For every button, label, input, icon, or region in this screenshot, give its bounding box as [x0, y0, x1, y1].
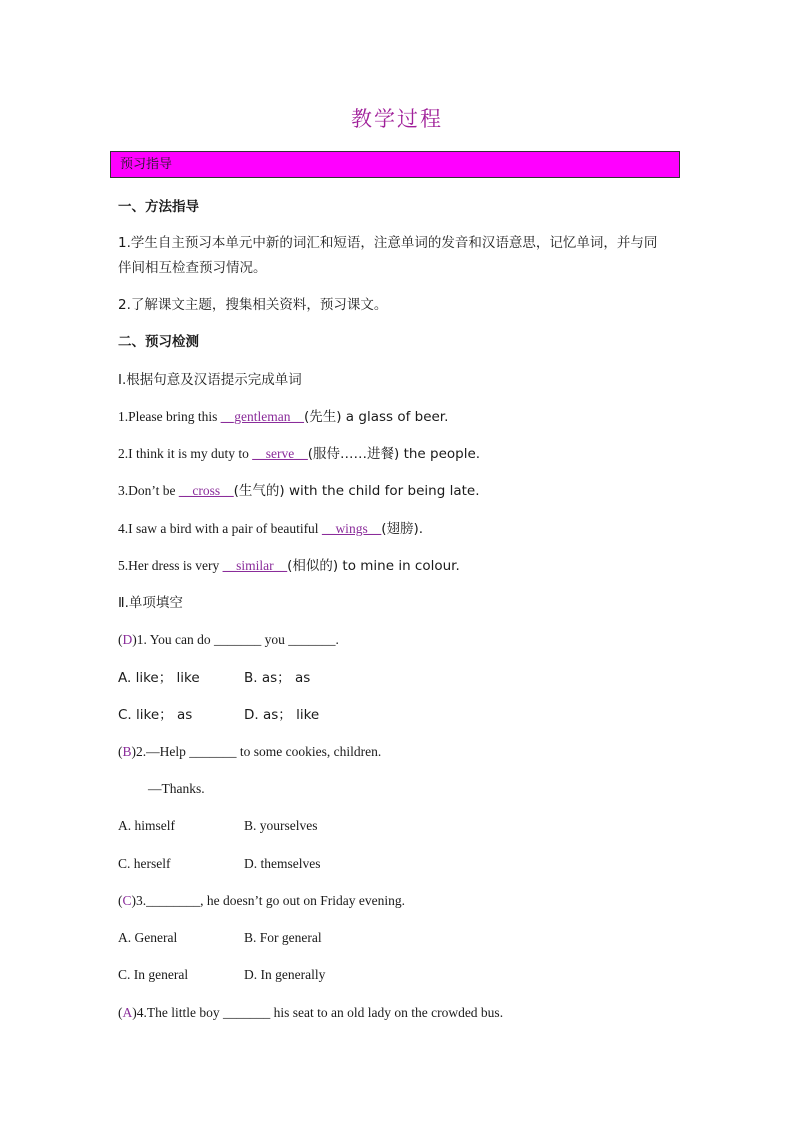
- option: C. like； as: [118, 707, 193, 723]
- answer-bracket-close: ): [132, 632, 137, 647]
- option-row: [118, 706, 320, 724]
- option: C. In general: [118, 967, 189, 982]
- option-row: [118, 929, 322, 947]
- question-reply: —Thanks.: [148, 781, 205, 796]
- method-item-1: 1.学生自主预习本单元中新的词汇和短语，注意单词的发音和汉语意思，记忆单词，并与同: [118, 235, 658, 251]
- option: B. For general: [244, 930, 322, 945]
- option: A. like； like: [118, 670, 200, 686]
- answer-bracket-close: ): [132, 1005, 137, 1020]
- question-text: 2.—Help _______ to some cookies, children.: [136, 744, 382, 759]
- fill-item: [118, 557, 460, 575]
- fill-item-suffix: (翅膀).: [381, 521, 424, 537]
- fill-item-suffix: (生气的) with the child for being late.: [233, 483, 480, 499]
- fill-item-answer: __wings__: [321, 521, 382, 536]
- option: B. as； as: [244, 670, 311, 686]
- option: C. herself: [118, 856, 171, 871]
- question-text: 3.________, he doesn’t go out on Friday evening.: [136, 893, 405, 908]
- part-ii-heading: Ⅱ.单项填空: [118, 595, 183, 611]
- page-title: 教学过程: [351, 107, 443, 131]
- method-item-2: 2.了解课文主题，搜集相关资料，预习课文。: [118, 297, 388, 313]
- fill-item: [118, 445, 480, 463]
- fill-item-suffix: (先生) a glass of beer.: [303, 409, 449, 425]
- fill-item-answer: __similar__: [222, 558, 288, 573]
- fill-item-prefix: 3.Don’t be: [118, 483, 179, 498]
- fill-item-prefix: 4.I saw a bird with a pair of beautiful: [118, 521, 322, 536]
- section-heading-check: 二、预习检测: [118, 334, 199, 350]
- part-i-heading: Ⅰ.根据句意及汉语提示完成单词: [118, 372, 302, 388]
- fill-item-prefix: 1.Please bring this: [118, 409, 221, 424]
- option: D. themselves: [244, 856, 321, 871]
- option: D. In generally: [244, 967, 326, 982]
- question-stem: [118, 743, 381, 761]
- answer-bracket-open: (: [118, 1005, 123, 1020]
- question-text: 4.The little boy _______ his seat to an old lady on the crowded bus.: [136, 1005, 504, 1020]
- answer-bracket-open: (: [118, 632, 123, 647]
- fill-item-answer: __cross__: [178, 483, 234, 498]
- option: A. himself: [118, 818, 175, 833]
- option-row: [118, 855, 321, 873]
- fill-item-suffix: (相似的) to mine in colour.: [287, 558, 460, 574]
- question-text: 1. You can do _______ you _______.: [136, 632, 339, 647]
- answer-key: C: [122, 893, 132, 908]
- option-row: [118, 966, 326, 984]
- answer-key: D: [122, 632, 133, 647]
- option: D. as； like: [244, 707, 320, 723]
- question-stem: [118, 1004, 503, 1022]
- answer-key: B: [122, 744, 132, 759]
- question-stem: [118, 631, 339, 649]
- fill-item: [118, 408, 448, 426]
- fill-item-answer: __serve__: [252, 446, 308, 461]
- answer-bracket-close: ): [131, 744, 137, 759]
- method-item-1-cont: 伴间相互检查预习情况。: [118, 260, 267, 276]
- answer-key: A: [122, 1005, 133, 1020]
- option: A. General: [118, 930, 178, 945]
- fill-item-prefix: 2.I think it is my duty to: [118, 446, 253, 461]
- answer-bracket-open: (: [118, 744, 123, 759]
- section-heading-method: 一、方法指导: [118, 199, 199, 215]
- option-row: [118, 669, 311, 687]
- option: B. yourselves: [244, 818, 318, 833]
- section-banner: 预习指导: [110, 151, 680, 178]
- answer-bracket-close: ): [131, 893, 137, 908]
- fill-item: [118, 482, 479, 500]
- question-stem: [118, 892, 405, 910]
- fill-item: [118, 520, 423, 538]
- fill-item-suffix: (服侍……进餐) the people.: [307, 446, 481, 462]
- answer-bracket-open: (: [118, 893, 123, 908]
- fill-item-prefix: 5.Her dress is very: [118, 558, 223, 573]
- option-row: [118, 817, 318, 835]
- fill-item-answer: __gentleman__: [220, 409, 304, 424]
